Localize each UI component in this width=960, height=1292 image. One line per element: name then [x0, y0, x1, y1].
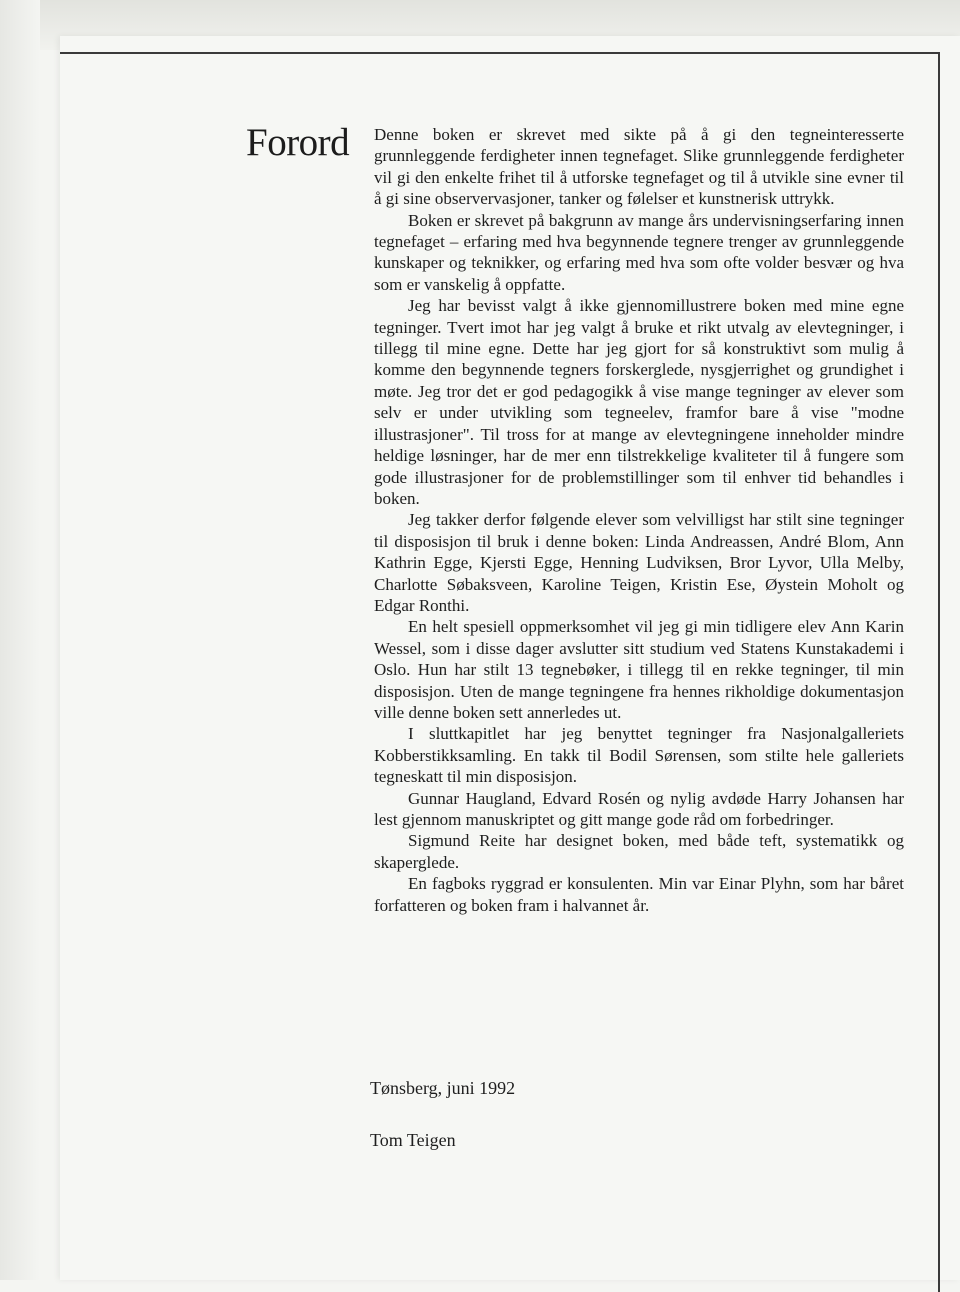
author-signature: Tom Teigen: [370, 1130, 456, 1150]
paragraph: En fagboks ryggrad er konsulenten. Min var Einar Plyhn, som har båret forfatteren og boken fram i halvannet år.: [374, 874, 904, 915]
paragraph: Denne boken er skrevet med sikte på å gi den tegneinteresserte grunnleggende ferdigheter innen tegnefaget. Slike grunnleggende ferdigheter vil gi den enkelte frihet til å utforske tegnefaget og til å utvikle sine evner til å gi sine observervasjoner, tanker og følelser et kunstnerisk uttrykk.: [374, 125, 904, 209]
page-title: Forord: [246, 121, 350, 164]
paragraph: I sluttkapitlet har jeg benyttet tegninger fra Nasjonalgalleriets Kobberstikksamling. En takk til Bodil Sørensen, som stilte hele galleriets tegneskatt til min disposisjon.: [374, 724, 904, 787]
paragraph: Jeg har bevisst valgt å ikke gjennomillustrere boken med mine egne tegninger. Tvert imot har jeg valgt å bruke et rikt utvalg av elevtegninger, i tillegg til mine egne. Dette har jeg gjort for så konstruktivt som mulig å komme den begynnende tegners forskerglede, nysgjerrighet og grundighet i møte. Jeg tror det er god pedagogikk å vise mange tegninger av elever som selv er under utvikling som tegneelev, framfor bare å vise "modne illustrasjoner". Til tross for at mange av elevtegningene inneholder mindre heldige løsninger, har de mer enn tilstrekkelige kvaliteter til å fungere som gode illustrasjoner for de problemstillinger som til enhver tid behandles i boken.: [374, 296, 904, 508]
place-date: Tønsberg, juni 1992: [370, 1078, 516, 1098]
paragraph: Jeg takker derfor følgende elever som velvilligst har stilt sine tegninger til disposisjon til bruk i denne boken: Linda Andreassen, André Blom, Ann Kathrin Egge, Kjersti Egge, Henning Ludviksen, Bror Lyvor, Ulla Melby, Charlotte Søbaksveen, Karoline Teigen, Kristin Ese, Øystein Moholt og Edgar Ronthi.: [374, 510, 904, 615]
background-surface: [0, 0, 40, 1280]
paragraph: Sigmund Reite har designet boken, med både teft, systematikk og skaperglede.: [374, 831, 904, 872]
paragraph: Gunnar Haugland, Edvard Rosén og nylig avdøde Harry Johansen har lest gjennom manuskriptet og gitt mange gode råd om forbedringer.: [374, 788, 904, 829]
paragraph: Boken er skrevet på bakgrunn av mange års undervisningserfaring innen tegnefaget – erfaring med hva begynnende tegnere trenger av grunnleggende kunskaper og teknikker, og erfaring med hva som ofte volder besvær og hva som er vanskelig å oppfatte.: [374, 210, 904, 294]
preface-body: [374, 124, 904, 916]
paragraph: En helt spesiell oppmerksomhet vil jeg gi min tidligere elev Ann Karin Wessel, som i disse dager avslutter sitt studium ved Statens Kunstakademi i Oslo. Hun har stilt 13 tegnebøker, i tillegg til en rekke tegninger, til min disposisjon. Uten de mange tegningene fra hennes rikholdige dokumentasjon ville denne boken sett annerledes ut.: [374, 617, 904, 722]
